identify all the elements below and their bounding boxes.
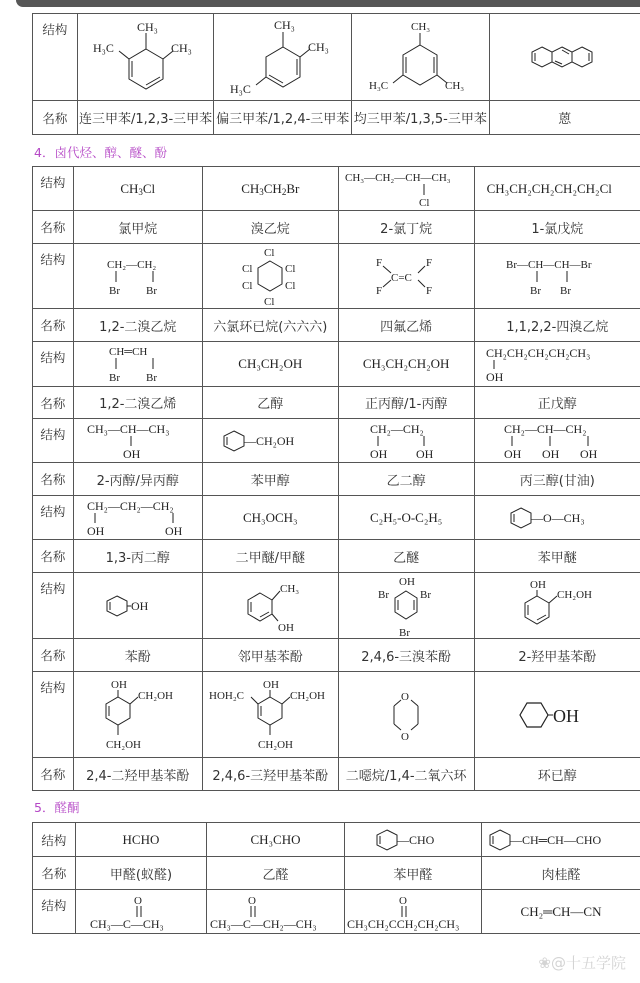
svg-text:CH₂OH: CH₂OH: [258, 738, 294, 751]
table-row: [33, 244, 640, 309]
svg-text:CH₂CH₂CH₂CH₂CH₃: CH₂CH₂CH₂CH₂CH₃: [486, 346, 591, 360]
svg-text:Cl: Cl: [285, 280, 296, 292]
o-cresol-structure: [230, 577, 310, 635]
svg-text:Br: Br: [378, 588, 390, 601]
structure-cell: [338, 244, 474, 309]
svg-text:OH: OH: [416, 446, 434, 461]
svg-text:OH: OH: [263, 678, 280, 691]
row-label: 名称: [33, 101, 78, 135]
compound-name: 氯甲烷: [73, 211, 202, 244]
svg-text:O: O: [398, 894, 407, 907]
table-row: [33, 342, 640, 387]
structure-cell: [202, 419, 338, 463]
svg-text:CH₂—CH—CH₂: CH₂—CH—CH₂: [504, 421, 587, 436]
tribromophenol-structure: [366, 574, 446, 638]
svg-text:OH: OH: [122, 446, 141, 461]
structure-cell: $CH_3Cl$: [73, 167, 202, 211]
structure-cell: [344, 890, 481, 934]
benzyl-alcohol-structure: [220, 426, 320, 456]
svg-text:CH₃: CH₃: [280, 582, 300, 595]
structure-cell: [75, 890, 207, 934]
compound-name: 2,4,6-三羟甲基苯酚: [202, 758, 338, 791]
svg-text:H₃C: H₃C: [229, 82, 251, 96]
compound-name: 丙三醇(甘油): [474, 463, 640, 496]
anisole-structure: [507, 503, 607, 533]
row-label: 结构: [33, 342, 74, 387]
cinnamaldehyde-structure: [486, 826, 636, 854]
svg-text:Cl: Cl: [419, 196, 430, 209]
table-row: [33, 211, 640, 244]
svg-text:C=C: C=C: [391, 271, 413, 284]
svg-text:Br—CH—CH—Br: Br—CH—CH—Br: [506, 258, 592, 271]
svg-text:Br: Br: [560, 284, 572, 297]
svg-text:F: F: [426, 284, 433, 297]
row-label: 结构: [33, 672, 74, 758]
structure-cell: CH₂═CH—CN: [482, 890, 640, 934]
hexanone-structure: [346, 892, 480, 932]
compound-name: 正丙醇/1-丙醇: [338, 387, 474, 419]
compound-name: 2-羟甲基苯酚: [474, 639, 640, 672]
table-row: [33, 309, 640, 342]
glycerol-structure: [502, 420, 612, 462]
compound-name: 六氯环已烷(六六六): [202, 309, 338, 342]
butanone-structure: [208, 892, 342, 932]
svg-text:OH: OH: [164, 523, 183, 538]
table-row: [33, 167, 640, 211]
row-label: 名称: [33, 387, 74, 419]
svg-text:Br: Br: [108, 372, 120, 384]
trimethylbenzene-123-structure: [91, 17, 201, 97]
tris-hydroxymethyl-phenol-structure: [205, 675, 335, 755]
svg-text:Cl: Cl: [242, 280, 253, 292]
table-row: [33, 573, 640, 639]
section4-table: [32, 166, 640, 791]
structure-cell: [202, 244, 338, 309]
propanediol-structure: [83, 497, 193, 539]
compound-name: 1-氯戊烷: [474, 211, 640, 244]
svg-text:CH₃—CH—CH₃: CH₃—CH—CH₃: [86, 421, 170, 436]
compound-name: 2-丙醇/异丙醇: [73, 463, 202, 496]
svg-text:HOH₂C: HOH₂C: [209, 689, 245, 702]
benzaldehyde-structure: [373, 826, 453, 854]
structure-cell: [474, 244, 640, 309]
structure-cell: [489, 14, 640, 101]
dibromoethylene-structure: [103, 343, 173, 385]
svg-text:CH₃—CH₂—CH—CH₃: CH₃—CH₂—CH—CH₃: [345, 171, 451, 184]
structure-cell: CH₃CH₂CH₂CH₂CH₂Cl: [474, 167, 640, 211]
dibromoethane-structure: [103, 254, 173, 299]
section-heading: 4．卤代烃、醇、醚、酚: [34, 145, 167, 160]
row-label: 名称: [33, 758, 74, 791]
svg-text:OH: OH: [130, 598, 149, 613]
table-row: [33, 823, 640, 857]
svg-text:OH: OH: [553, 705, 580, 726]
structure-cell: [338, 672, 474, 758]
table-row: [33, 890, 640, 934]
svg-text:Cl: Cl: [264, 296, 275, 307]
svg-text:Br: Br: [530, 284, 542, 297]
structure-cell: $CH_3CH_2Br$: [202, 167, 338, 211]
compound-name: 甲醛(蚁醛): [75, 857, 207, 890]
tetrafluoroethylene-structure: [371, 254, 441, 299]
trimethylbenzene-124-structure: [228, 17, 338, 97]
row-label: 结构: [33, 419, 74, 463]
svg-text:CH₃: CH₃: [170, 41, 192, 55]
compound-name: 2,4,6-三溴苯酚: [338, 639, 474, 672]
structure-cell: [352, 14, 490, 101]
svg-text:Cl: Cl: [242, 263, 253, 275]
row-label: 名称: [33, 463, 74, 496]
compound-name: 苯甲醚: [474, 540, 640, 573]
cyclohexanol-structure: [507, 695, 607, 735]
svg-text:Cl: Cl: [285, 263, 296, 275]
aromatics-table: [32, 13, 640, 135]
svg-text:CH₃: CH₃: [273, 18, 295, 32]
row-label: 结构: [33, 573, 74, 639]
svg-text:O: O: [401, 730, 410, 743]
compound-name: 乙醛: [207, 857, 344, 890]
svg-text:OH: OH: [580, 446, 598, 461]
section-heading: 5．醛酮: [34, 800, 80, 815]
table-row: [33, 758, 640, 791]
pentanol-structure: [482, 343, 632, 385]
svg-text:CH₂OH: CH₂OH: [557, 588, 593, 601]
row-label: 结构: [33, 890, 76, 934]
acetone-structure: [86, 892, 196, 932]
compound-name: 乙醚: [338, 540, 474, 573]
structure-cell: C₂H₅-O-C₂H₅: [338, 496, 474, 540]
svg-text:—CH₂OH: —CH₂OH: [244, 433, 295, 448]
svg-text:CH₃: CH₃: [307, 40, 329, 54]
structure-cell: [482, 823, 640, 857]
svg-text:O: O: [401, 690, 410, 703]
svg-text:OH: OH: [278, 621, 295, 634]
row-label: 名称: [33, 540, 74, 573]
structure-cell: [214, 14, 352, 101]
svg-text:OH: OH: [399, 575, 416, 588]
hydroxybenzyl-alcohol-structure: [507, 576, 607, 636]
svg-text:CH₂—CH₂—CH₂: CH₂—CH₂—CH₂: [86, 498, 174, 513]
svg-text:O: O: [248, 894, 257, 907]
table-row: [33, 387, 640, 419]
structure-cell: [73, 244, 202, 309]
svg-text:F: F: [376, 284, 383, 297]
svg-text:Br: Br: [145, 284, 157, 297]
structure-cell: HCHO: [75, 823, 207, 857]
structure-cell: CH₃OCH₃: [202, 496, 338, 540]
compound-name: 邻甲基苯酚: [202, 639, 338, 672]
svg-text:OH: OH: [542, 446, 560, 461]
svg-text:H₃C: H₃C: [369, 80, 389, 92]
phenol-structure: [103, 591, 173, 621]
trimethylbenzene-135-structure: [365, 17, 475, 97]
structure-cell: [77, 14, 214, 101]
row-label: 名称: [33, 857, 76, 890]
svg-text:CH₂—CH₂: CH₂—CH₂: [370, 421, 424, 436]
svg-text:Br: Br: [399, 626, 411, 638]
compound-name: 蒽: [489, 101, 640, 135]
svg-text:CH₃: CH₃: [136, 20, 158, 34]
tetrabromoethane-structure: [502, 254, 612, 299]
structure-cell: [73, 573, 202, 639]
svg-text:CH₃: CH₃: [445, 80, 465, 92]
structure-cell: [338, 419, 474, 463]
svg-text:Cl: Cl: [264, 247, 275, 259]
compound-name: 乙二醇: [338, 463, 474, 496]
compound-name: 二噁烷/1,4-二氧六环: [338, 758, 474, 791]
svg-text:—CHO: —CHO: [396, 832, 435, 847]
svg-text:CH═CH: CH═CH: [108, 346, 148, 358]
row-label: 结构: [33, 14, 78, 101]
svg-text:CH₂OH: CH₂OH: [290, 689, 326, 702]
svg-text:CH₂OH: CH₂OH: [105, 738, 141, 751]
compound-name: 1,2-二溴乙烷: [73, 309, 202, 342]
compound-name: 连三甲苯/1,2,3-三甲苯: [77, 101, 214, 135]
structure-cell: [73, 672, 202, 758]
svg-text:OH: OH: [486, 370, 504, 384]
svg-text:OH: OH: [530, 578, 547, 591]
svg-text:OH: OH: [86, 523, 105, 538]
table-row: [33, 14, 640, 101]
structure-cell: [474, 672, 640, 758]
structure-cell: [344, 823, 481, 857]
compound-name: 1,2-二溴乙烯: [73, 387, 202, 419]
compound-name: 均三甲苯/1,3,5-三甲苯: [352, 101, 490, 135]
structure-cell: [207, 890, 344, 934]
structure-cell: [73, 419, 202, 463]
structure-cell: [73, 496, 202, 540]
svg-text:CH₂OH: CH₂OH: [137, 689, 173, 702]
row-label: 结构: [33, 823, 76, 857]
table-row: [33, 463, 640, 496]
svg-text:Br: Br: [145, 372, 157, 384]
row-label: 名称: [33, 309, 74, 342]
table-row: [33, 857, 640, 890]
svg-text:OH: OH: [504, 446, 522, 461]
row-label: 结构: [33, 167, 74, 211]
compound-name: 苯酚: [73, 639, 202, 672]
compound-name: 2,4-二羟甲基苯酚: [73, 758, 202, 791]
table-row: [33, 419, 640, 463]
bis-hydroxymethyl-phenol-structure: [88, 675, 188, 755]
svg-text:F: F: [426, 256, 433, 269]
structure-cell: CH₃CH₂CH₂OH: [338, 342, 474, 387]
svg-text:—CH═CH—CHO: —CH═CH—CHO: [510, 832, 602, 847]
top-bar: [16, 0, 640, 7]
svg-text:Br: Br: [108, 284, 120, 297]
compound-name: 苯甲醛: [344, 857, 481, 890]
structure-cell: [474, 419, 640, 463]
structure-cell: [474, 573, 640, 639]
svg-text:CH₃: CH₃: [411, 21, 431, 33]
compound-name: 1,3-丙二醇: [73, 540, 202, 573]
structure-cell: [202, 573, 338, 639]
watermark: ❀@十五学院: [538, 954, 626, 972]
structure-cell: CH₃CH₂OH: [202, 342, 338, 387]
compound-name: 肉桂醛: [482, 857, 640, 890]
svg-text:Br: Br: [420, 588, 432, 601]
table-row: [33, 540, 640, 573]
svg-text:F: F: [376, 256, 383, 269]
compound-name: 1,1,2,2-四溴乙烷: [474, 309, 640, 342]
structure-cell: [73, 342, 202, 387]
compound-name: 二甲醚/甲醚: [202, 540, 338, 573]
table-row: [33, 672, 640, 758]
row-label: 结构: [33, 244, 74, 309]
table-row: [33, 639, 640, 672]
compound-name: 乙醇: [202, 387, 338, 419]
structure-cell: [474, 342, 640, 387]
row-label: 名称: [33, 639, 74, 672]
structure-cell: [474, 496, 640, 540]
ethylene-glycol-structure: [366, 420, 446, 462]
anthracene-structure: [530, 42, 600, 72]
section5-table: [32, 822, 640, 934]
compound-name: 正戊醇: [474, 387, 640, 419]
svg-text:O: O: [133, 894, 142, 907]
svg-text:CH₂—CH₂: CH₂—CH₂: [106, 258, 156, 271]
svg-text:OH: OH: [110, 678, 127, 691]
structure-cell: [338, 573, 474, 639]
compound-name: 四氟乙烯: [338, 309, 474, 342]
svg-text:CH₃CH₂CCH₂CH₂CH₃: CH₃CH₂CCH₂CH₂CH₃: [346, 916, 460, 931]
compound-name: 苯甲醇: [202, 463, 338, 496]
compound-name: 环已醇: [474, 758, 640, 791]
svg-text:H₃C: H₃C: [92, 41, 114, 55]
table-row: [33, 101, 640, 135]
isopropanol-structure: [83, 420, 193, 462]
dioxane-structure: [381, 682, 431, 748]
row-label: 结构: [33, 496, 74, 540]
compound-name: 偏三甲苯/1,2,4-三甲苯: [214, 101, 352, 135]
row-label: 名称: [33, 211, 74, 244]
svg-text:OH: OH: [370, 446, 388, 461]
hexachlorocyclohexane-structure: [230, 245, 310, 307]
structure-cell: [202, 672, 338, 758]
svg-text:CH₃—C—CH₃: CH₃—C—CH₃: [89, 916, 164, 931]
structure-cell: [338, 167, 474, 211]
svg-text:CH₃—C—CH₂—CH₃: CH₃—C—CH₂—CH₃: [210, 916, 318, 931]
compound-name: 2-氯丁烷: [338, 211, 474, 244]
chlorobutane-structure: [341, 169, 471, 209]
svg-text:—O—CH₃: —O—CH₃: [531, 510, 585, 525]
table-row: [33, 496, 640, 540]
compound-name: 溴乙烷: [202, 211, 338, 244]
structure-cell: CH₃CHO: [207, 823, 344, 857]
